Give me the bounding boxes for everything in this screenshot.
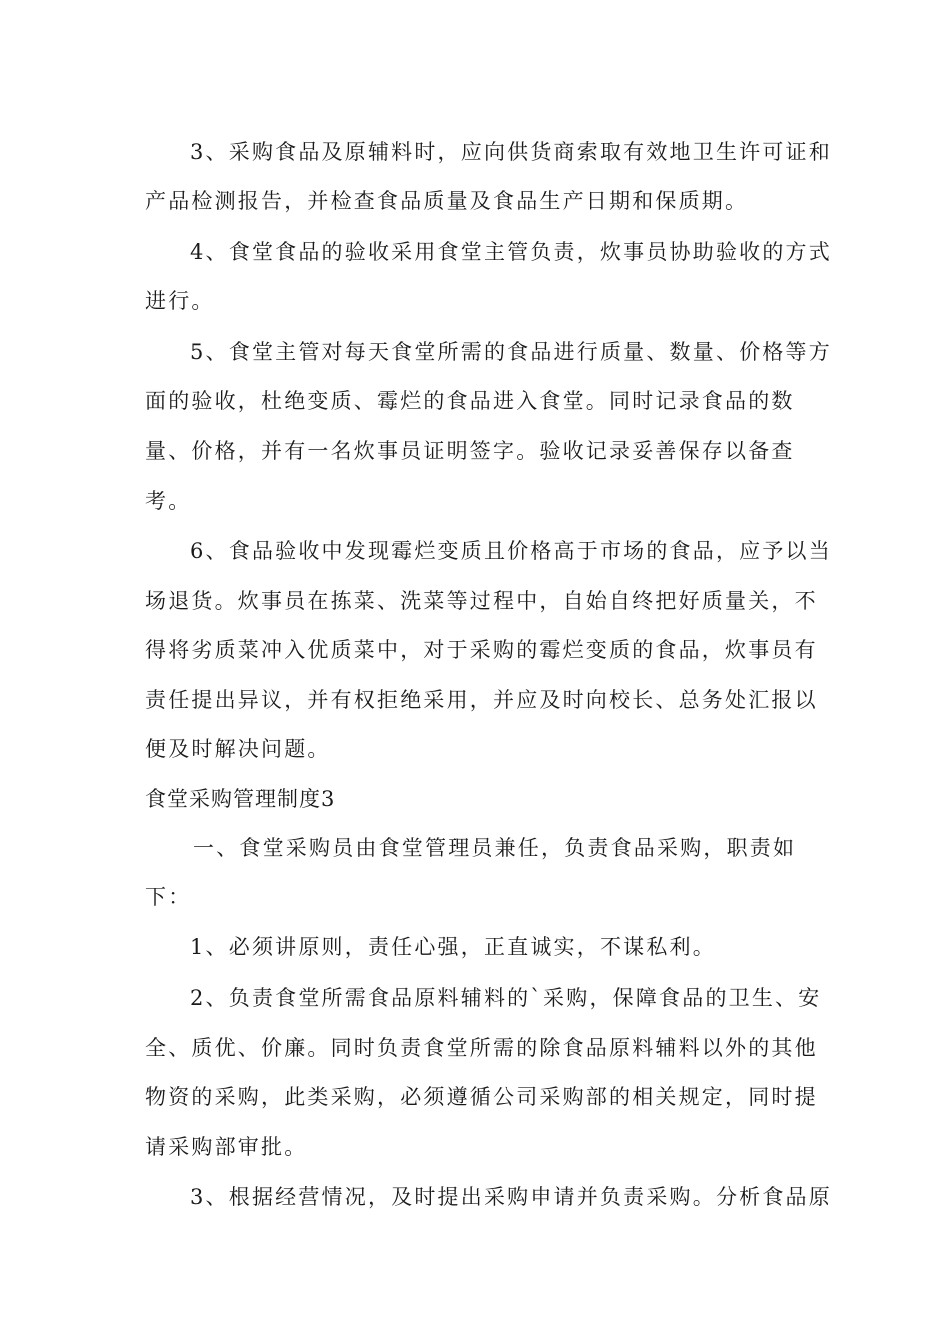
paragraph-line: 物资的采购，此类采购，必须遵循公司采购部的相关规定，同时提 [145,1085,818,1109]
section-heading: 食堂采购管理制度3 [145,787,336,811]
paragraph-line: 4、食堂食品的验收采用食堂主管负责，炊事员协助验收的方式 [190,240,832,264]
paragraph-line: 便及时解决问题。 [145,737,331,761]
paragraph-line: 请采购部审批。 [145,1135,308,1159]
paragraph-line: 产品检测报告，并检查食品质量及食品生产日期和保质期。 [145,189,749,213]
paragraph-line: 量、价格，并有一名炊事员证明签字。验收记录妥善保存以备查 [145,439,795,463]
paragraph-line: 6、食品验收中发现霉烂变质且价格高于市场的食品，应予以当 [190,539,832,563]
paragraph-line: 面的验收，杜绝变质、霉烂的食品进入食堂。同时记录食品的数 [145,389,795,413]
paragraph-line: 3、采购食品及原辅料时，应向供货商索取有效地卫生许可证和 [190,140,832,164]
paragraph-line: 考。 [145,489,192,513]
paragraph-line: 1、必须讲原则，责任心强，正直诚实，不谋私利。 [190,935,716,959]
paragraph-line: 3、根据经营情况，及时提出采购申请并负责采购。分析食品原 [190,1185,832,1209]
paragraph-line: 全、质优、价廉。同时负责食堂所需的除食品原料辅料以外的其他 [145,1036,818,1060]
paragraph-line: 得将劣质菜冲入优质菜中，对于采购的霉烂变质的食品，炊事员有 [145,638,818,662]
paragraph-line: 下： [145,885,192,909]
paragraph-line: 2、负责食堂所需食品原料辅料的`采购，保障食品的卫生、安 [190,986,822,1010]
paragraph-line: 责任提出异议，并有权拒绝采用，并应及时向校长、总务处汇报以 [145,688,818,712]
paragraph-line: 5、食堂主管对每天食堂所需的食品进行质量、数量、价格等方 [190,340,832,364]
paragraph-line: 一、食堂采购员由食堂管理员兼任，负责食品采购，职责如 [193,836,797,860]
paragraph-line: 场退货。炊事员在拣菜、洗菜等过程中，自始自终把好质量关，不 [145,589,818,613]
paragraph-line: 进行。 [145,289,215,313]
